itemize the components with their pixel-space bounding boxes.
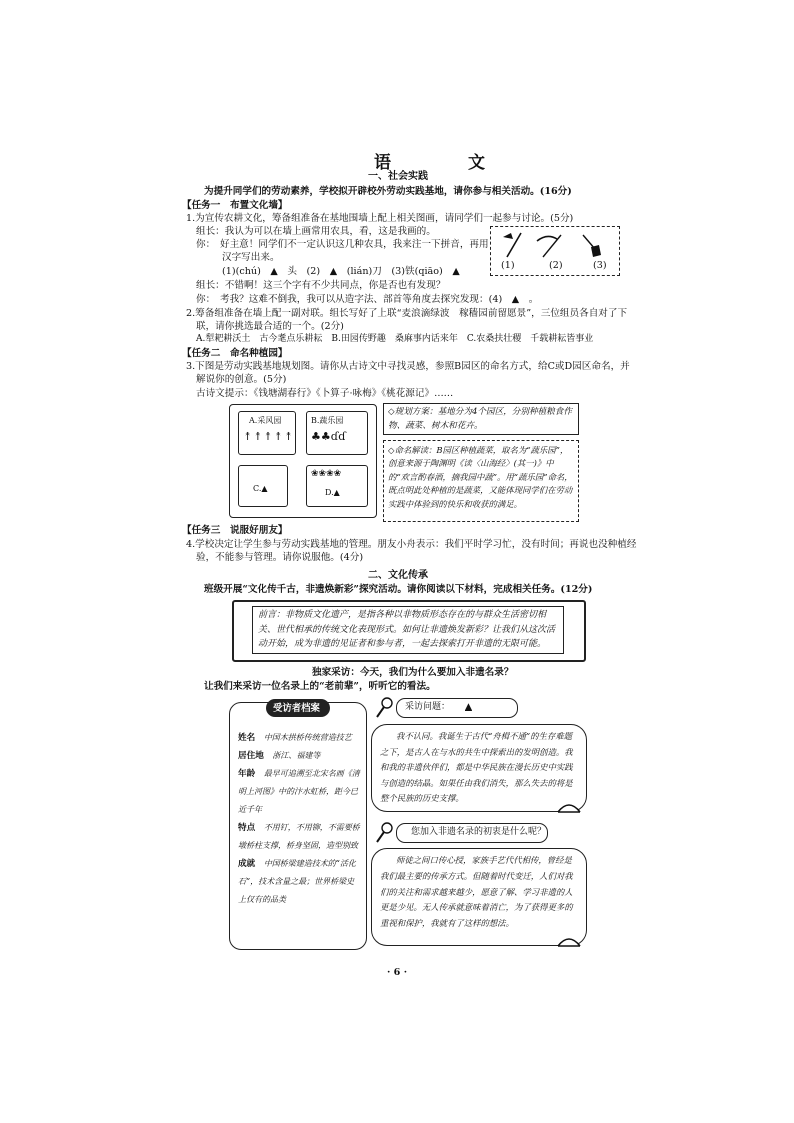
question2-text: 您加入非遗名录的初衷是什么呢？ (411, 827, 547, 837)
profile-value: 最早可追溯至北宋名画《清明上河图》中的汴水虹桥，距今已近千年 (238, 769, 360, 814)
answer1-bubble (371, 724, 587, 812)
task3-heading: 【任务三 说服好朋友】 (182, 525, 288, 536)
section1-heading: 一、社会实践 (368, 171, 428, 182)
preface-frame (232, 600, 586, 662)
q2-line1: 2.筹备组准备在墙上配一副对联。组长写好了上联“麦浪滴绿波 稼穑园前留愿景”，三位组员各自对了下 (186, 308, 628, 319)
zone-c (238, 465, 288, 507)
profile-row (238, 729, 362, 747)
profile-value: 中国桥梁建造技术的“活化石”，技术含量之最；世界桥梁史上仅有的品类 (238, 859, 356, 904)
tools-figure (490, 226, 620, 276)
q1-pinyin-line: (1)(chú) ▲ 头 (2) ▲ (lián)刀 (3)铁(qiāo) ▲ (222, 266, 460, 277)
profile-rows (238, 729, 362, 909)
question1-blank: ▲ (465, 702, 472, 712)
profile-row (238, 855, 362, 909)
q1-line6: 组长：不错啊！这三个字有不少共同点，你是否也有发现？ (196, 280, 446, 291)
tool-label-1: (1) (501, 260, 515, 271)
task1-heading: 【任务一 布置文化墙】 (182, 200, 288, 211)
q4-line1: 4.学校决定让学生参与劳动实践基地的管理。朋友小舟表示：我们平时学习忙，没有时间；再说也没种植经 (186, 539, 637, 550)
bridge-icon (556, 798, 582, 814)
answer2-text: 师徒之间口传心授，家族手艺代代相传，曾经是我们最主要的传承方式。但随着时代变迁，人们对我们的关注和需求越来越少，愿意了解、学习非遗的人更是少见。无人传承就意味着消亡，为了获得更多的重视和保护，我就有了这样的想法。 (380, 855, 573, 929)
q1-line2: 组长：我认为可以在墙上画常用农具，看，这是我画的。 (196, 226, 436, 237)
plan-scheme-box (383, 403, 579, 435)
q2-options: A.犁耙耕沃土 古今耄点乐耕耘 B.田园传野趣 桑麻事内话来年 C.农桑扶壮稷 千载耕耘皆事业 (196, 334, 594, 344)
profile-row (238, 765, 362, 819)
question1-label: 采访问题： (405, 702, 451, 712)
profile-value: 中国木拱桥传统营造技艺 (263, 733, 352, 742)
q3-line1: 3.下图是劳动实践基地规划图。请你从古诗文中寻找灵感，参照B园区的命名方式，给C或D园区命名，并 (186, 361, 630, 372)
page-number: · 6 · (387, 967, 408, 978)
zone-d-label: D.▲ (325, 488, 340, 497)
profile-value: 浙江、福建等 (272, 751, 321, 760)
plan-scheme-text: ◇规划方案：基地分为4个园区，分别种植粮食作物、蔬菜、树木和花卉。 (388, 407, 572, 431)
flower-icon: ❀❀❀❀ (311, 469, 342, 479)
profile-row (238, 747, 362, 765)
q1-line3: 你： 好主意！同学们不一定认识这几种农具，我来注一下拼音，再用 (196, 239, 489, 250)
naming-explain-box (383, 440, 579, 522)
interview-intro: 让我们来采访一位名录上的“老前辈”，听听它的看法。 (204, 681, 436, 692)
q3-line3: 古诗文提示：《钱塘湖春行》《卜算子·咏梅》《桃花源记》…… (196, 388, 454, 399)
q1-line4: 汉字写出来。 (222, 252, 280, 263)
zone-b (306, 411, 368, 455)
profile-card (229, 702, 367, 950)
bridge-icon (556, 932, 582, 948)
profile-key: 特点 (238, 823, 256, 833)
question1-bubble (396, 698, 518, 718)
q4-line2: 验，不能参与管理。请你说服他。(4分) (196, 552, 364, 563)
zone-c-label: C.▲ (253, 484, 268, 493)
answer1-text: 我不认同。我诞生于古代“舟楫不通”的生存难题之下，是古人在与水的共生中探索出的发明创造。我和我的非遗伙伴们，都是中华民族在漫长历史中实践与创造的结晶。如果任由我们消失，那么失去的将是整个民族的历史支撑。 (380, 731, 573, 804)
profile-row (238, 819, 362, 855)
q1-line1: 1.为宣传农耕文化，筹备组准备在基地围墙上配上相关图画，请同学们一起参与讨论。(5分) (186, 213, 574, 224)
microphone-icon (374, 697, 394, 719)
question2-bubble (396, 823, 548, 843)
grain-icon: ↟↟↟↟↟ (243, 430, 295, 443)
section2-intro: 班级开展“文化传千古，非遗焕新彩”探究活动。请你阅读以下材料，完成相关任务。(12分) (204, 584, 593, 595)
profile-value: 不用钉，不用铆，不需要桥墩桥柱支撑，桥身坚固，造型别致 (238, 823, 360, 850)
interview-title: 独家采访：今天，我们为什么要加入非遗名录？ (312, 667, 514, 678)
preface-text: 前言：非物质文化遗产，是指各种以非物质形态存在的与群众生活密切相关、世代相承的传统文化表现形式。如何让非遗焕发新彩？让我们从这次活动开始，成为非遗的见证者和参与者，一起去探索打开非遗的无限可能。 (258, 610, 556, 649)
profile-key: 姓名 (238, 733, 256, 743)
profile-key: 成就 (238, 859, 256, 869)
section2-heading: 二、文化传承 (368, 570, 428, 581)
zone-b-label: B.蔬乐园 (311, 416, 344, 425)
answer2-bubble (371, 848, 587, 946)
profile-key: 居住地 (238, 751, 264, 761)
microphone-icon (374, 822, 394, 844)
profile-badge (266, 699, 330, 717)
profile-badge-label: 受访者档案 (273, 703, 320, 714)
zone-a (238, 411, 296, 455)
section1-intro: 为提升同学们的劳动素养，学校拟开辟校外劳动实践基地，请你参与相关活动。(16分) (204, 186, 572, 197)
page-title: 语 文 (374, 153, 515, 173)
q3-line2: 解说你的创意。(5分) (196, 374, 287, 385)
tool-label-3: (3) (593, 260, 607, 271)
zone-d (306, 465, 368, 507)
vegetable-icon: ♣♣ɗɗ (311, 430, 346, 443)
tool-label-2: (2) (549, 260, 563, 271)
zone-a-label: A.采风园 (249, 416, 282, 425)
task2-heading: 【任务二 命名种植园】 (182, 348, 288, 359)
q2-line2: 联，请你挑选最合适的一个。(2分) (196, 321, 344, 332)
garden-plan-map (229, 404, 377, 518)
q1-line7: 你： 考我？这难不倒我，我可以从造字法、部首等角度去探究发现：(4) ▲ 。 (196, 294, 539, 305)
profile-key: 年龄 (238, 769, 256, 779)
naming-explain-text: ◇命名解读：B园区种植蔬菜，取名为“蔬乐园”，创意来源于陶渊明《读〈山海经〉(其一)》中的“欢言酌春酒，摘我园中蔬”。用“蔬乐园”命名，既点明此处种植的是蔬菜，又能体现同学们在劳动实践中体验到的快乐和收获的满足。 (388, 445, 573, 509)
